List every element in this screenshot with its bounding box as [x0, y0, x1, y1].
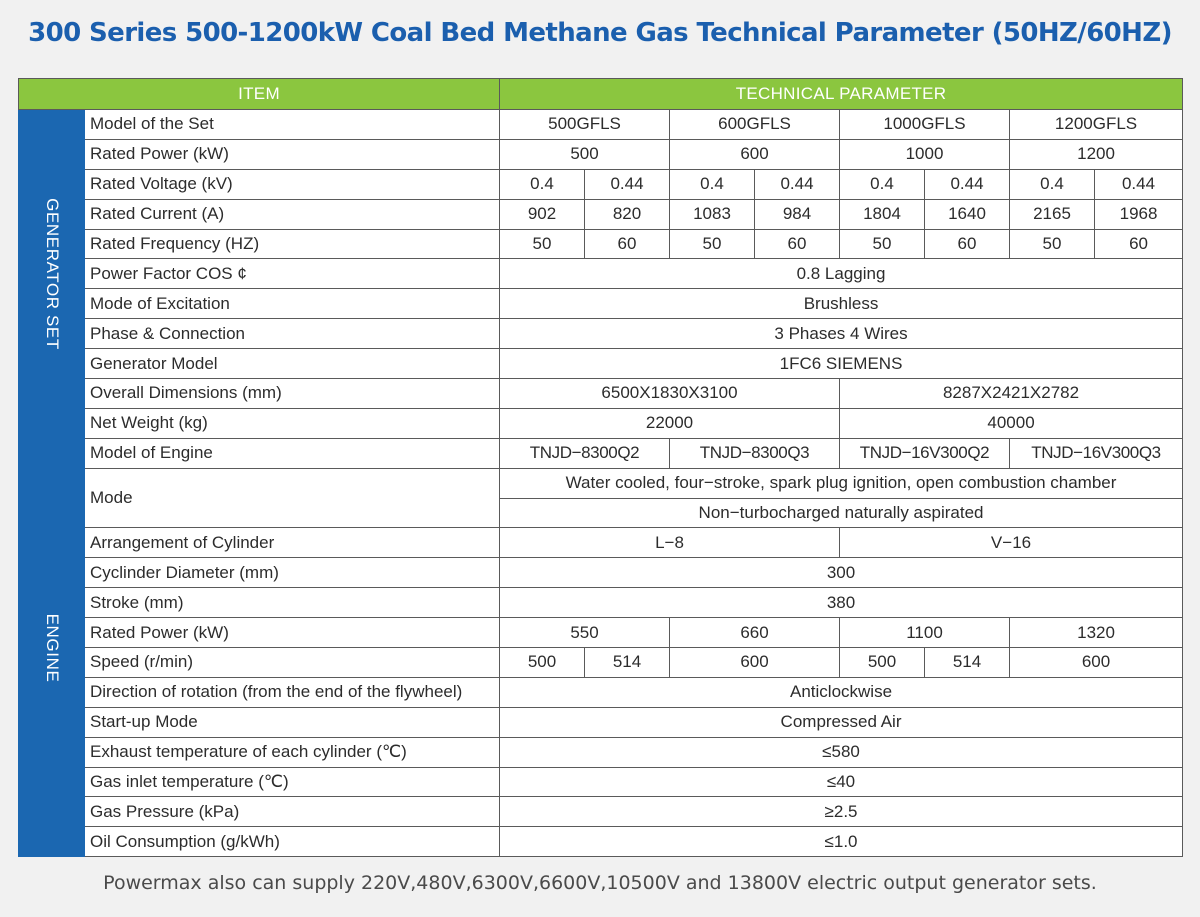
- cell: 514: [585, 648, 670, 678]
- table-row: [19, 767, 1183, 797]
- row-label: Mode of Excitation: [85, 289, 500, 319]
- cell: 60: [1095, 229, 1183, 259]
- footer-note: Powermax also can supply 220V,480V,6300V,6600V,10500V and 13800V electric output generator sets.: [103, 872, 1097, 894]
- cell: 0.44: [1095, 169, 1183, 199]
- cell: 1200: [1010, 139, 1183, 169]
- row-label: Overall Dimensions (mm): [85, 379, 500, 409]
- cell: 2165: [1010, 199, 1095, 229]
- cell: 0.44: [925, 169, 1010, 199]
- table-row: [19, 468, 1183, 498]
- row-label: Arrangement of Cylinder: [85, 528, 500, 558]
- cell: ≤580: [500, 737, 1183, 767]
- row-label: Phase & Connection: [85, 319, 500, 349]
- row-label: Exhaust temperature of each cylinder (℃): [85, 737, 500, 767]
- row-label: Mode: [85, 468, 500, 528]
- generator-set-group-label: [19, 110, 85, 439]
- cell: 600GFLS: [670, 110, 840, 140]
- table-row: [19, 677, 1183, 707]
- table-row: [19, 199, 1183, 229]
- table-row: [19, 408, 1183, 438]
- row-label: Rated Power (kW): [85, 618, 500, 648]
- cell: Anticlockwise: [500, 677, 1183, 707]
- table-row: [19, 707, 1183, 737]
- cell: 300: [500, 558, 1183, 588]
- cell: 50: [500, 229, 585, 259]
- row-label: Generator Model: [85, 349, 500, 379]
- row-label: Speed (r/min): [85, 648, 500, 678]
- cell: ≤40: [500, 767, 1183, 797]
- cell: 0.4: [670, 169, 755, 199]
- cell: 60: [925, 229, 1010, 259]
- cell: 60: [755, 229, 840, 259]
- row-label: Stroke (mm): [85, 588, 500, 618]
- table-header-row: [19, 79, 1183, 110]
- cell: 22000: [500, 408, 840, 438]
- cell: 1968: [1095, 199, 1183, 229]
- cell: 0.8 Lagging: [500, 259, 1183, 289]
- cell: 50: [840, 229, 925, 259]
- table-row: [19, 259, 1183, 289]
- cell: 3 Phases 4 Wires: [500, 319, 1183, 349]
- cell: 0.4: [500, 169, 585, 199]
- row-label: Rated Frequency (HZ): [85, 229, 500, 259]
- cell: ≥2.5: [500, 797, 1183, 827]
- table-row: [19, 229, 1183, 259]
- cell: Water cooled, four−stroke, spark plug ignition, open combustion chamber: [500, 468, 1183, 498]
- table-row: [19, 797, 1183, 827]
- cell: 1100: [840, 618, 1010, 648]
- cell: 0.44: [585, 169, 670, 199]
- cell: 660: [670, 618, 840, 648]
- table-row: [19, 827, 1183, 857]
- cell: 600: [1010, 648, 1183, 678]
- cell: 1804: [840, 199, 925, 229]
- row-label: Rated Power (kW): [85, 139, 500, 169]
- table-row: [19, 169, 1183, 199]
- cell: TNJD−16V300Q2: [840, 438, 1010, 468]
- cell: 1000GFLS: [840, 110, 1010, 140]
- engine-group-label: [19, 438, 85, 856]
- cell: 1000: [840, 139, 1010, 169]
- technical-parameter-table: [18, 78, 1183, 857]
- cell: 40000: [840, 408, 1183, 438]
- cell: 902: [500, 199, 585, 229]
- table-row: [19, 558, 1183, 588]
- cell: Brushless: [500, 289, 1183, 319]
- page-title: 300 Series 500-1200kW Coal Bed Methane Gas Technical Parameter (50HZ/60HZ): [28, 18, 1172, 48]
- table-row: [19, 737, 1183, 767]
- row-label: Rated Voltage (kV): [85, 169, 500, 199]
- cell: 50: [1010, 229, 1095, 259]
- cell: L−8: [500, 528, 840, 558]
- cell: 514: [925, 648, 1010, 678]
- cell: Compressed Air: [500, 707, 1183, 737]
- cell: 0.4: [1010, 169, 1095, 199]
- cell: 50: [670, 229, 755, 259]
- cell: 600: [670, 648, 840, 678]
- row-label: Start-up Mode: [85, 707, 500, 737]
- row-label: Model of Engine: [85, 438, 500, 468]
- cell: 6500X1830X3100: [500, 379, 840, 409]
- row-label: Net Weight (kg): [85, 408, 500, 438]
- table-row: [19, 319, 1183, 349]
- cell: 380: [500, 588, 1183, 618]
- cell: TNJD−8300Q3: [670, 438, 840, 468]
- cell: 600: [670, 139, 840, 169]
- cell: ≤1.0: [500, 827, 1183, 857]
- row-label: Model of the Set: [85, 110, 500, 140]
- cell: 500: [500, 139, 670, 169]
- row-label: Rated Current (A): [85, 199, 500, 229]
- generator-set-label: GENERATOR SET: [42, 198, 62, 350]
- cell: 820: [585, 199, 670, 229]
- technical-parameter-header: TECHNICAL PARAMETER: [500, 79, 1183, 110]
- table-row: [19, 648, 1183, 678]
- table-row: [19, 438, 1183, 468]
- table-row: [19, 588, 1183, 618]
- cell: 1640: [925, 199, 1010, 229]
- row-label: Cyclinder Diameter (mm): [85, 558, 500, 588]
- item-header: ITEM: [19, 79, 500, 110]
- cell: 1200GFLS: [1010, 110, 1183, 140]
- table-row: [19, 289, 1183, 319]
- table-row: [19, 528, 1183, 558]
- cell: 1320: [1010, 618, 1183, 648]
- table-row: [19, 349, 1183, 379]
- cell: 8287X2421X2782: [840, 379, 1183, 409]
- table-row: [19, 618, 1183, 648]
- cell: V−16: [840, 528, 1183, 558]
- engine-label: ENGINE: [42, 613, 62, 682]
- row-label: Oil Consumption (g/kWh): [85, 827, 500, 857]
- cell: 984: [755, 199, 840, 229]
- cell: 500GFLS: [500, 110, 670, 140]
- cell: 1083: [670, 199, 755, 229]
- cell: 0.4: [840, 169, 925, 199]
- cell: 550: [500, 618, 670, 648]
- cell: 0.44: [755, 169, 840, 199]
- row-label: Gas Pressure (kPa): [85, 797, 500, 827]
- table-row: [19, 139, 1183, 169]
- table-row: [19, 379, 1183, 409]
- table-row: [19, 110, 1183, 140]
- cell: 500: [500, 648, 585, 678]
- cell: 500: [840, 648, 925, 678]
- row-label: Gas inlet temperature (℃): [85, 767, 500, 797]
- cell: 60: [585, 229, 670, 259]
- cell: TNJD−16V300Q3: [1010, 438, 1183, 468]
- row-label: Direction of rotation (from the end of the flywheel): [85, 677, 500, 707]
- cell: TNJD−8300Q2: [500, 438, 670, 468]
- cell: Non−turbocharged naturally aspirated: [500, 498, 1183, 528]
- row-label: Power Factor COS ¢: [85, 259, 500, 289]
- cell: 1FC6 SIEMENS: [500, 349, 1183, 379]
